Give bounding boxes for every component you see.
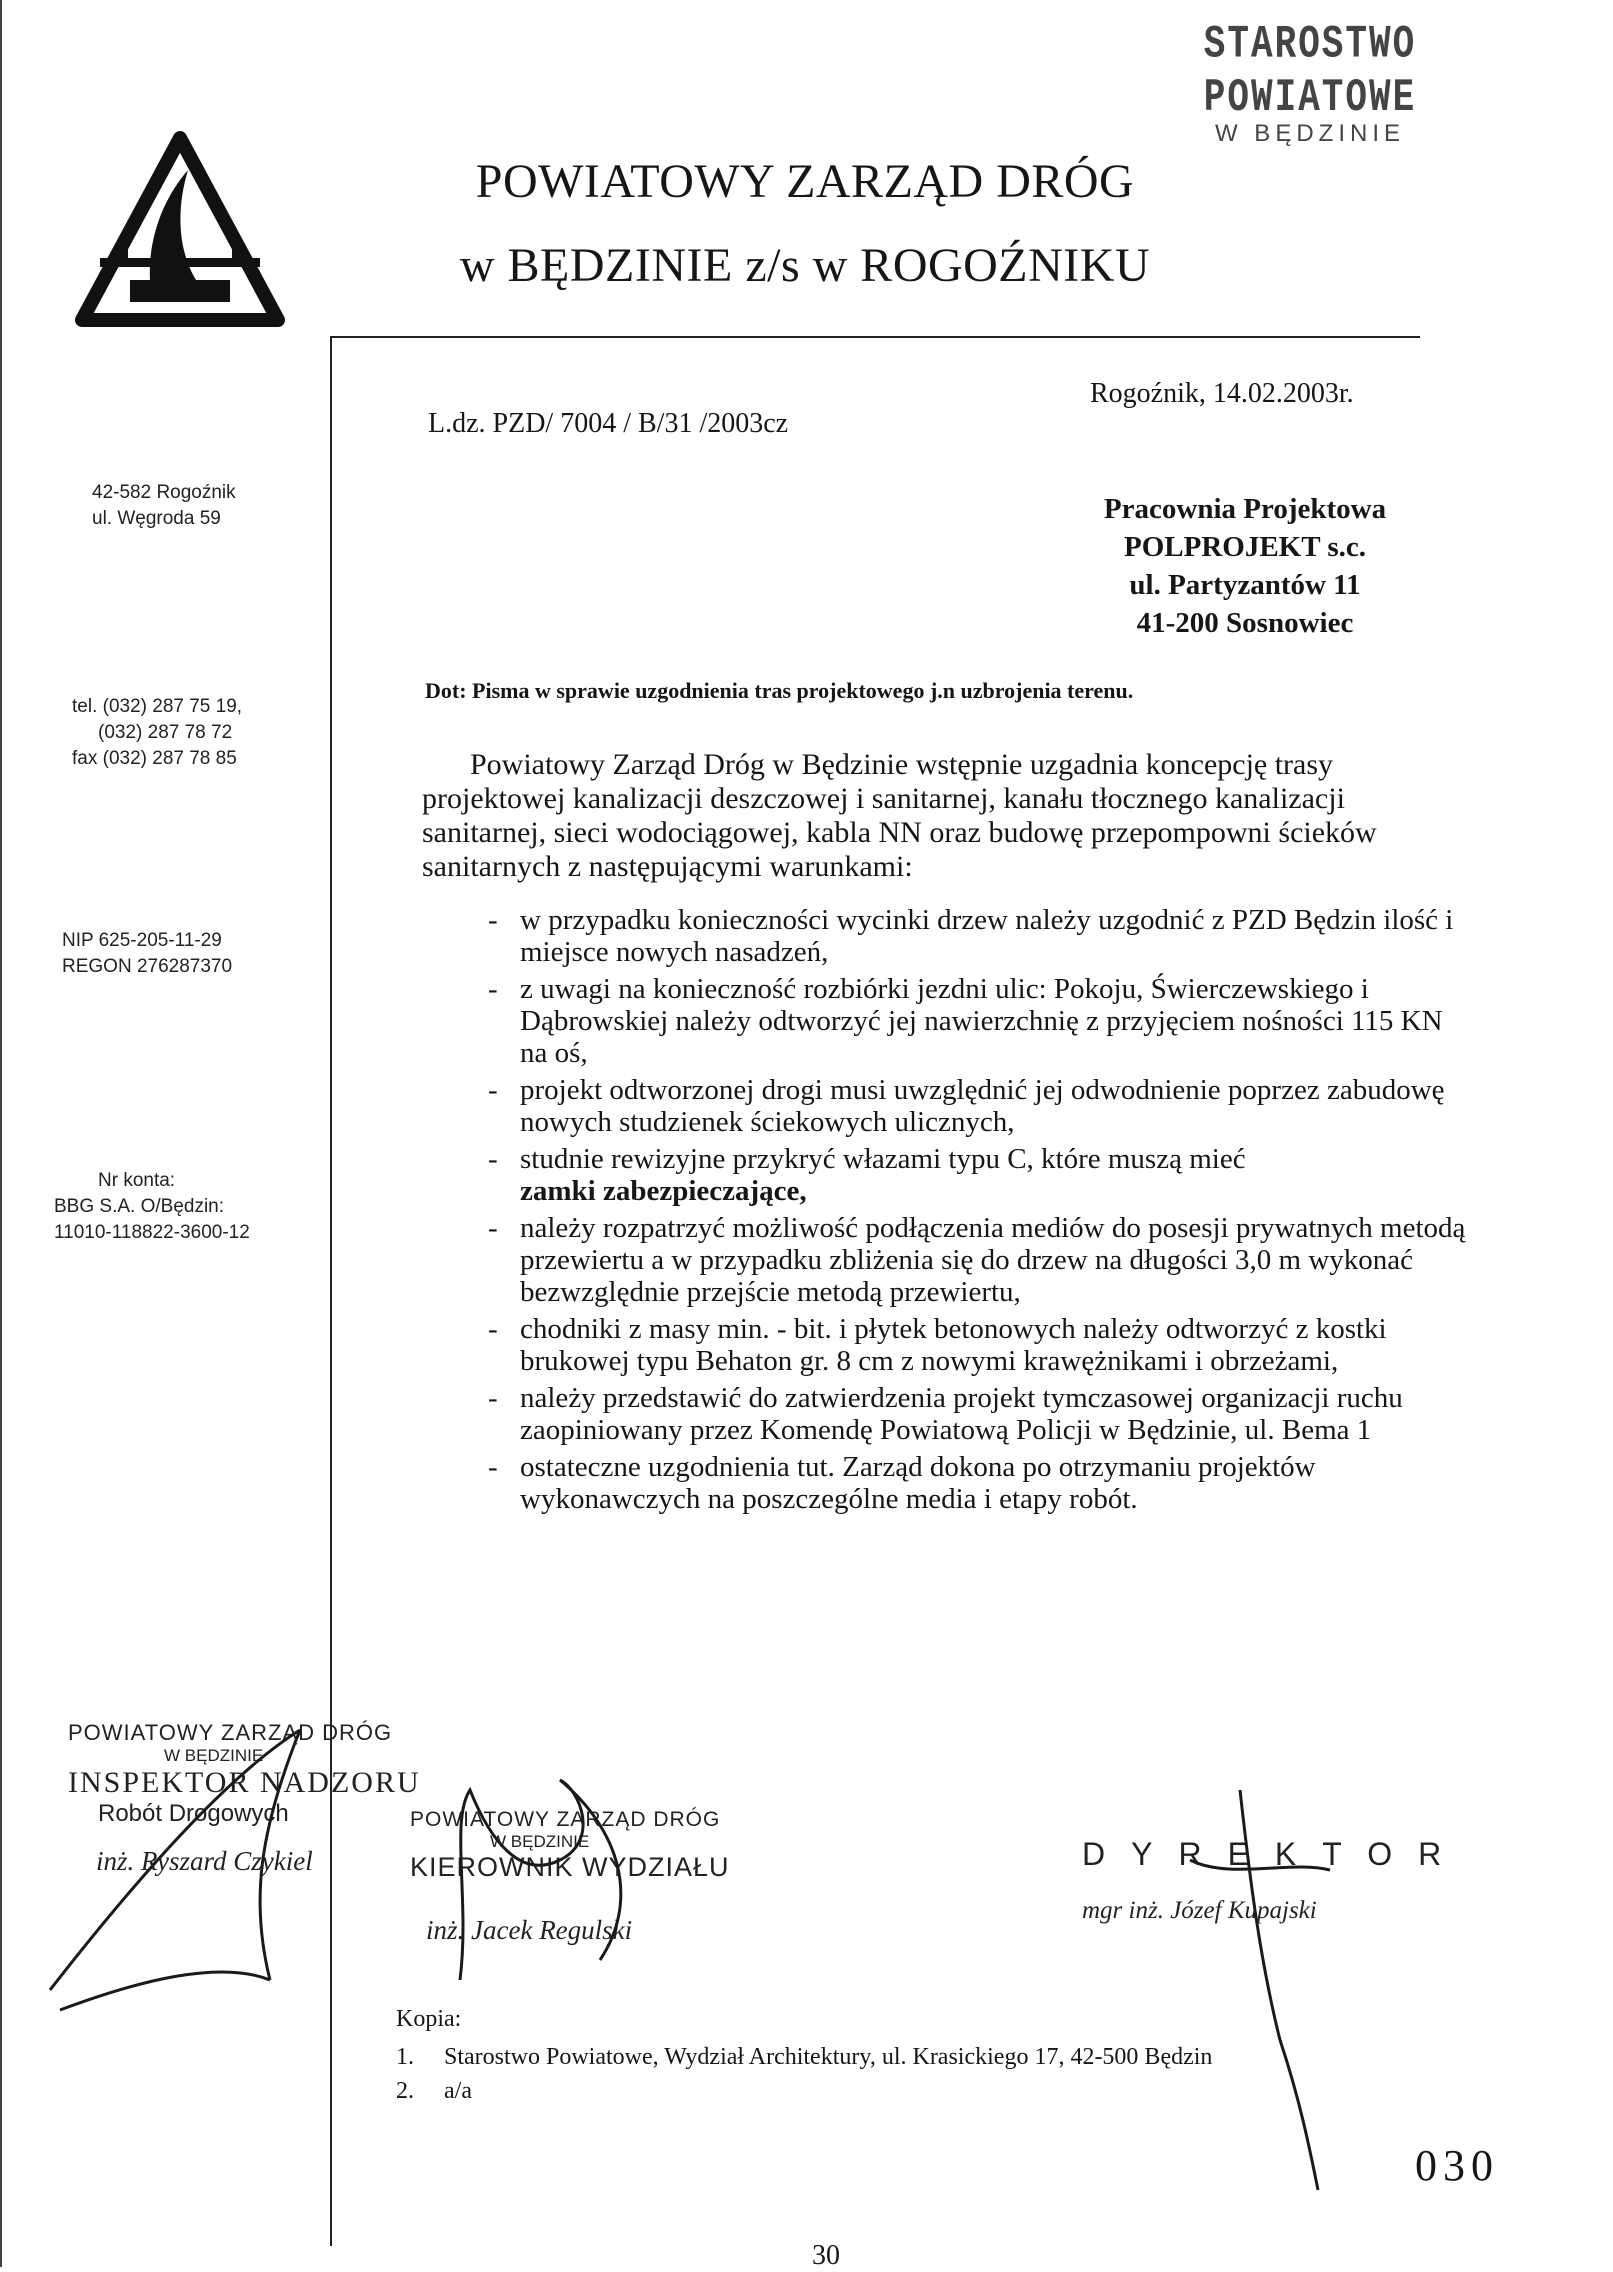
inspector-name: inż. Ryszard Czykiel <box>96 1846 313 1876</box>
account-label: Nr konta: <box>98 1170 176 1191</box>
address-line-1: 42-582 Rogoźnik <box>92 482 236 503</box>
condition-text: z uwagi na konieczność rozbiórki jezdni ulic: Pokoju, Świerczewskiego i Dąbrowskiej należy odtworzyć jej nawierzchnię z przyjęciem nośności 115 KN na oś, <box>520 973 1443 1069</box>
list-item <box>470 1313 1470 1377</box>
address-line-2: ul. Węgroda 59 <box>92 508 221 529</box>
list-item <box>470 973 1470 1069</box>
list-item <box>470 904 1470 968</box>
organisation-name <box>330 140 1280 308</box>
tel-line-1: tel. (032) 287 75 19, <box>72 696 243 717</box>
condition-text: należy rozpatrzyć możliwość podłączenia mediów do posesji prywatnych metodą przewiertu a w przypadku zbliżenia się do drzew na długości 3,0 m wykonać bezwzględnie przejście metodą przewiertu, <box>520 1212 1466 1308</box>
director-stamp <box>1082 1836 1482 1925</box>
condition-text: w przypadku konieczności wycinki drzew należy uzgodnić z PZD Będzin ilość i miejsce nowych nasadzeń, <box>520 904 1454 968</box>
stamp-title: DYREKTOR <box>1082 1836 1468 1872</box>
stamp-title: INSPEKTOR NADZORU <box>68 1766 421 1799</box>
stamp-location: W BĘDZINIE <box>164 1746 264 1765</box>
reference-number: L.dz. PZD/ 7004 / B/31 /2003cz <box>428 408 789 439</box>
condition-text: studnie rewizyjne przykryć włazami typu C, które muszą mieć <box>520 1143 1246 1175</box>
header-rule <box>330 336 1420 338</box>
org-name-line-2: w BĘDZINIE z/s w ROGOŹNIKU <box>459 239 1151 292</box>
recipient-line: 41-200 Sosnowiec <box>1136 607 1354 639</box>
copy-number: 1. <box>396 2044 414 2070</box>
sidebar-bank-account <box>54 1168 250 1246</box>
department-head-name: inż. Jacek Regulski <box>426 1915 633 1945</box>
condition-text: projekt odtworzonej drogi musi uwzględnić jej odwodnienie poprzez zabudowę nowych studzienek ściekowych ulicznych, <box>520 1074 1445 1138</box>
received-stamp <box>1110 17 1510 148</box>
stamp-line-2: W BĘDZINIE <box>1214 120 1405 147</box>
list-item <box>470 1451 1470 1515</box>
condition-text: chodniki z masy min. - bit. i płytek betonowych należy odtworzyć z kostki brukowej typu Behaton gr. 8 cm z nowymi krawężnikami i obrzeżami, <box>520 1313 1387 1377</box>
list-item <box>396 2040 1212 2074</box>
sidebar-registration <box>62 928 232 980</box>
recipient-line: Pracownia Projektowa <box>1103 493 1387 525</box>
margin-rule <box>330 336 332 2246</box>
letter-subject: Dot: Pisma w sprawie uzgodnienia tras projektowego j.n uzbrojenia terenu. <box>425 678 1134 703</box>
inspector-stamp <box>68 1720 448 1877</box>
condition-bold-text: zamki zabezpieczające, <box>520 1175 807 1207</box>
list-item <box>470 1212 1470 1308</box>
stamp-org: POWIATOWY ZARZĄD DRÓG <box>410 1808 721 1831</box>
director-name: mgr inż. Józef Kupajski <box>1082 1897 1317 1924</box>
list-item <box>470 1143 1470 1207</box>
sidebar-address <box>92 480 236 532</box>
list-item <box>396 2074 1212 2108</box>
road-authority-logo <box>70 130 290 330</box>
list-item <box>470 1382 1470 1446</box>
copies-list <box>396 2040 1212 2108</box>
nip-number: NIP 625-205-11-29 <box>62 930 222 951</box>
tel-line-2: (032) 287 78 72 <box>98 722 233 743</box>
stamp-org: POWIATOWY ZARZĄD DRÓG <box>68 1720 393 1745</box>
document-code: 030 <box>1415 2141 1499 2190</box>
copy-number: 2. <box>396 2078 414 2104</box>
conditions-list <box>470 904 1470 1520</box>
stamp-location: W BĘDZINIE <box>490 1832 590 1851</box>
scan-edge-line <box>0 0 2 2267</box>
regon-number: REGON 276287370 <box>62 956 233 977</box>
stamp-title: KIEROWNIK WYDZIAŁU <box>410 1852 730 1882</box>
copies-label: Kopia: <box>396 2006 462 2032</box>
fax-line: fax (032) 287 78 85 <box>72 748 237 769</box>
page-number: 30 <box>812 2240 840 2271</box>
account-bank: BBG S.A. O/Będzin: <box>54 1196 225 1217</box>
recipient-address <box>1020 490 1470 642</box>
stamp-line-1: STAROSTWO POWIATOWE <box>1203 17 1417 125</box>
condition-text: należy przedstawić do zatwierdzenia projekt tymczasowej organizacji ruchu zaopiniowany przez Komendę Powiatową Policji w Będzinie, ul. Bema 1 <box>520 1382 1403 1446</box>
letter-intro: Powiatowy Zarząd Dróg w Będzinie wstępnie uzgadnia koncepcję trasy projektowej kanalizacji deszczowej i sanitarnej, kanału tłocznego kanalizacji sanitarnej, sieci wodociągowej, kabla NN oraz budowę przepompowni ścieków sanitarnych z następującymi warunkami: <box>422 748 1377 883</box>
sidebar-phones <box>72 694 242 772</box>
list-item <box>470 1074 1470 1138</box>
department-head-stamp <box>410 1808 790 1946</box>
copy-text: a/a <box>444 2078 472 2104</box>
stamp-subtitle: Robót Drogowych <box>98 1800 289 1827</box>
org-name-line-1: POWIATOWY ZARZĄD DRÓG <box>475 155 1135 208</box>
account-number: 11010-118822-3600-12 <box>54 1222 250 1243</box>
letter-date: Rogoźnik, 14.02.2003r. <box>1090 378 1354 409</box>
recipient-line: POLPROJEKT s.c. <box>1124 531 1366 563</box>
copy-text: Starostwo Powiatowe, Wydział Architektury, ul. Krasickiego 17, 42-500 Będzin <box>444 2044 1213 2070</box>
recipient-line: ul. Partyzantów 11 <box>1129 569 1361 601</box>
condition-text: ostateczne uzgodnienia tut. Zarząd dokona po otrzymaniu projektów wykonawczych na poszczególne media i etapy robót. <box>520 1451 1316 1515</box>
